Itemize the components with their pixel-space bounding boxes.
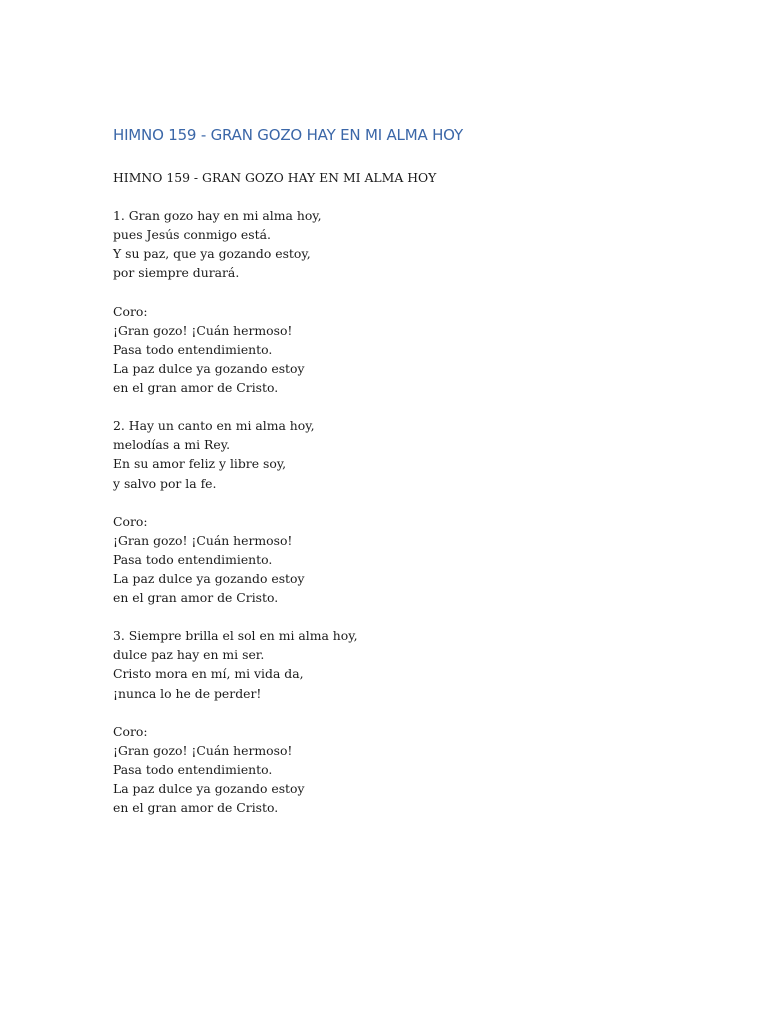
lyric-line: dulce paz hay en mi ser. <box>113 647 265 663</box>
chorus-label: Coro: <box>113 723 148 739</box>
lyric-line: 3. Siempre brilla el sol en mi alma hoy, <box>113 628 358 644</box>
lyric-line: Pasa todo entendimiento. <box>113 761 273 777</box>
chorus-3 <box>113 722 436 817</box>
lyric-line: La paz dulce ya gozando estoy <box>113 360 305 376</box>
lyric-line: ¡Gran gozo! ¡Cuán hermoso! <box>113 322 293 338</box>
lyric-line: Cristo mora en mí, mi vida da, <box>113 666 304 682</box>
lyric-line: Pasa todo entendimiento. <box>113 551 273 567</box>
chorus-label: Coro: <box>113 513 148 529</box>
lyric-line: pues Jesús conmigo está. <box>113 227 271 243</box>
chorus-label: Coro: <box>113 303 148 319</box>
lyric-line: La paz dulce ya gozando estoy <box>113 570 305 586</box>
verse-3 <box>113 626 436 702</box>
verse-2 <box>113 416 436 492</box>
hymn-text <box>113 168 436 817</box>
verse-1 <box>113 206 436 282</box>
lyric-line: melodías a mi Rey. <box>113 437 231 453</box>
lyric-line: Y su paz, que ya gozando estoy, <box>113 246 311 262</box>
document-heading: HIMNO 159 - GRAN GOZO HAY EN MI ALMA HOY <box>113 126 463 144</box>
lyric-line: 2. Hay un canto en mi alma hoy, <box>113 418 315 434</box>
lyric-line: ¡nunca lo he de perder! <box>113 685 262 701</box>
lyric-line: en el gran amor de Cristo. <box>113 800 279 816</box>
lyric-line: ¡Gran gozo! ¡Cuán hermoso! <box>113 742 293 758</box>
chorus-2 <box>113 512 436 607</box>
lyric-line: en el gran amor de Cristo. <box>113 380 279 396</box>
lyric-line: La paz dulce ya gozando estoy <box>113 781 305 796</box>
lyric-line: ¡Gran gozo! ¡Cuán hermoso! <box>113 532 293 548</box>
lyric-line: 1. Gran gozo hay en mi alma hoy, <box>113 208 322 224</box>
lyric-line: En su amor feliz y libre soy, <box>113 456 287 472</box>
hymn-title-line: HIMNO 159 - GRAN GOZO HAY EN MI ALMA HOY <box>113 170 437 185</box>
chorus-1 <box>113 302 436 397</box>
lyric-line: y salvo por la fe. <box>113 475 217 491</box>
lyric-line: por siempre durará. <box>113 265 240 281</box>
lyric-line: en el gran amor de Cristo. <box>113 590 279 606</box>
lyric-line: Pasa todo entendimiento. <box>113 341 273 357</box>
